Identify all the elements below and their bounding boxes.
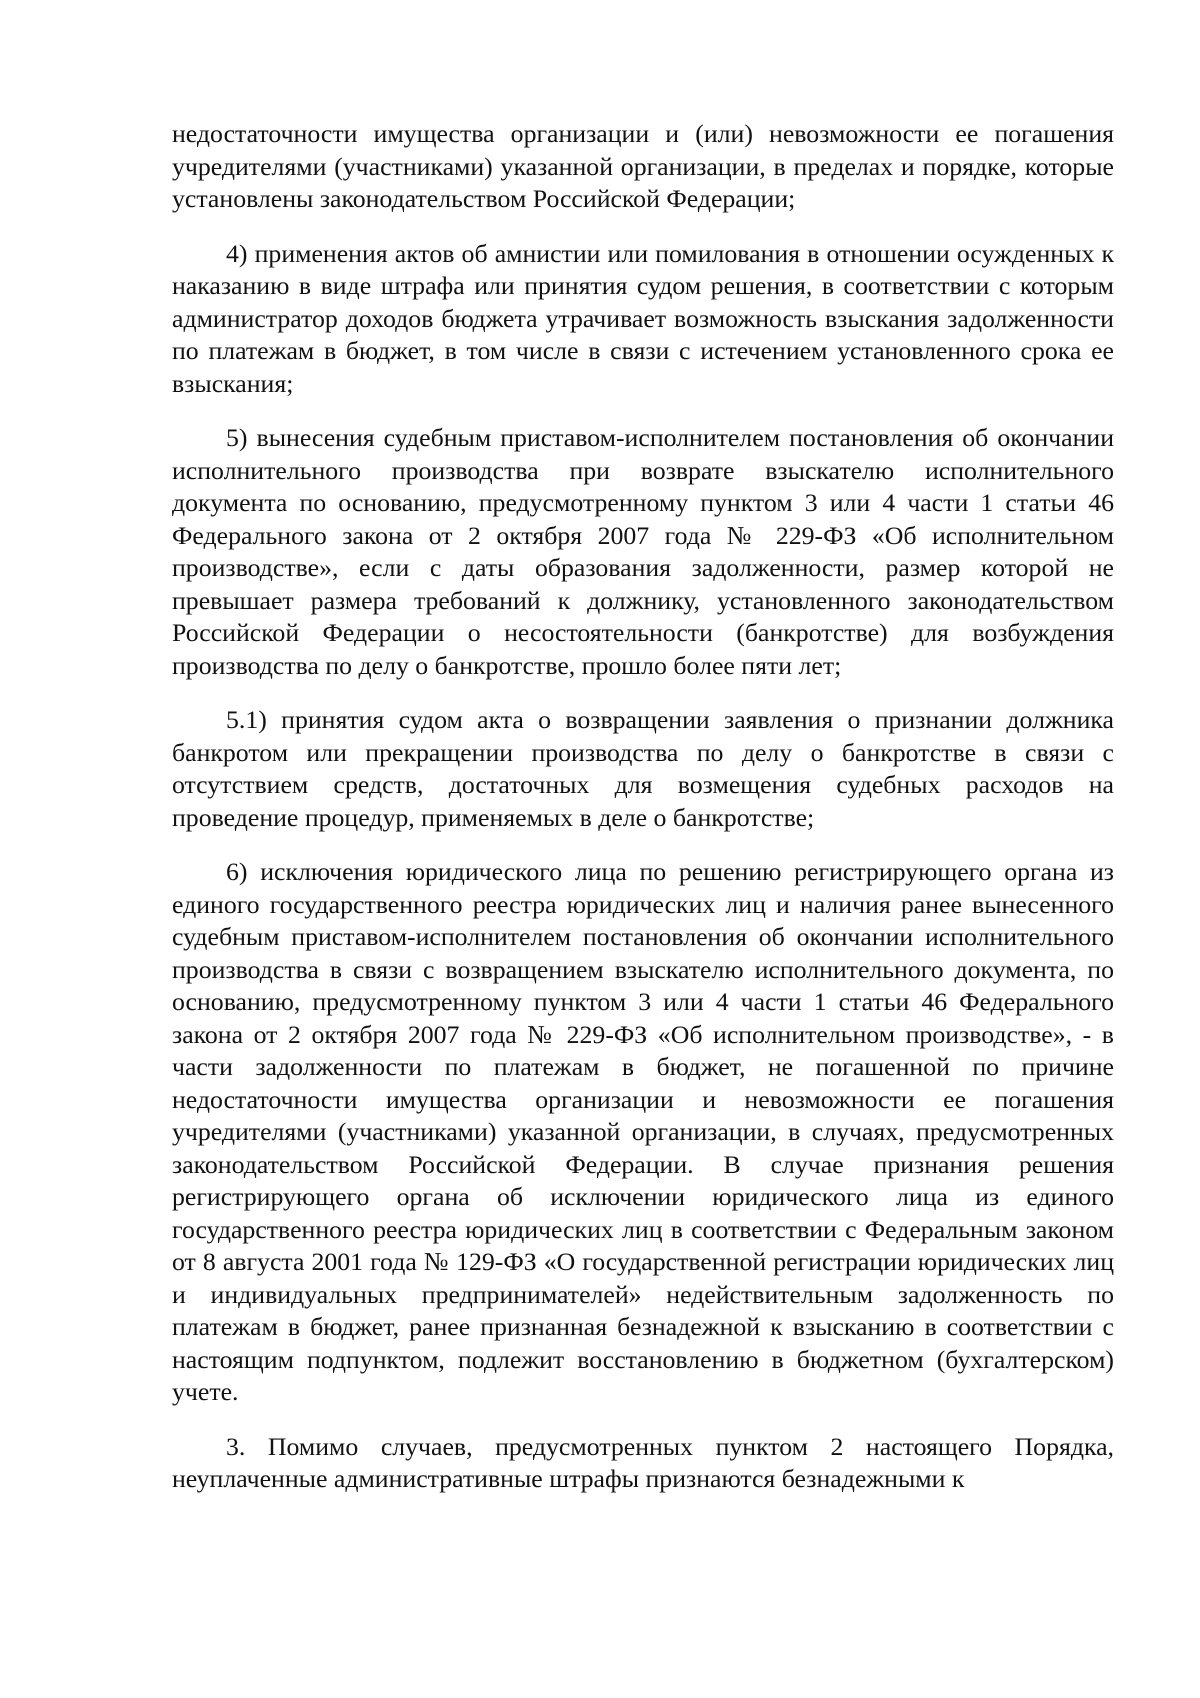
document-body xyxy=(172,118,1114,1518)
paragraph-item-4: 4) применения актов об амнистии или помилования в отношении осужденных к наказанию в виде штрафа или принятия судом решения, в соответствии с которым администратор доходов бюджета утрачивает возможность взыскания задолженности по платежам в бюджет, в том числе в связи с истечением установленного срока ее взыскания; xyxy=(172,238,1114,398)
paragraph-item-6: 6) исключения юридического лица по решению регистрирующего органа из единого государственного реестра юридических лиц и наличия ранее вынесенного судебным приставом-исполнителем постановления об окончании исполнительного производства в связи с возвращением взыскателю исполнительного документа, по основанию, предусмотренному пунктом 3 или 4 части 1 статьи 46 Федерального закона от 2 октября 2007 года № 229-ФЗ «Об исполнительном производстве», - в части задолженности по платежам в бюджет, не погашенной по причине недостаточности имущества организации и невозможности ее погашения учредителями (участниками) указанной организации, в случаях, предусмотренных законодательством Российской Федерации. В случае признания решения регистрирующего органа об исключении юридического лица из единого государственного реестра юридических лиц в соответствии с Федеральным законом от 8 августа 2001 года № 129-ФЗ «О государственной регистрации юридических лиц и индивидуальных предпринимателей» недействительным задолженность по платежам в бюджет, ранее признанная безнадежной к взысканию в соответствии с настоящим подпунктом, подлежит восстановлению в бюджетном (бухгалтерском) учете. xyxy=(172,857,1114,1406)
paragraph-item-5-1: 5.1) принятия судом акта о возвращении заявления о признании должника банкротом или прекращении производства по делу о банкротстве в связи с отсутствием средств, достаточных для возмещения судебных расходов на проведение процедур, применяемых в деле о банкротстве; xyxy=(172,705,1114,832)
paragraph-section-3: 3. Помимо случаев, предусмотренных пунктом 2 настоящего Порядка, неуплаченные административные штрафы признаются безнадежными к xyxy=(172,1431,1114,1493)
paragraph-item-5: 5) вынесения судебным приставом-исполнителем постановления об окончании исполнительного производства при возврате взыскателю исполнительного документа по основанию, предусмотренному пунктом 3 или 4 части 1 статьи 46 Федерального закона от 2 октября 2007 года № 229-ФЗ «Об исполнительном производстве», если с даты образования задолженности, размер которой не превышает размера требований к должнику, установленного законодательством Российской Федерации о несостоятельности (банкротстве) для возбуждения производства по делу о банкротстве, прошло более пяти лет; xyxy=(172,423,1114,680)
paragraph-continued: недостаточности имущества организации и (или) невозможности ее погашения учредителями (участниками) указанной организации, в пределах и порядке, которые установлены законодательством Российской Федерации; xyxy=(172,119,1114,213)
